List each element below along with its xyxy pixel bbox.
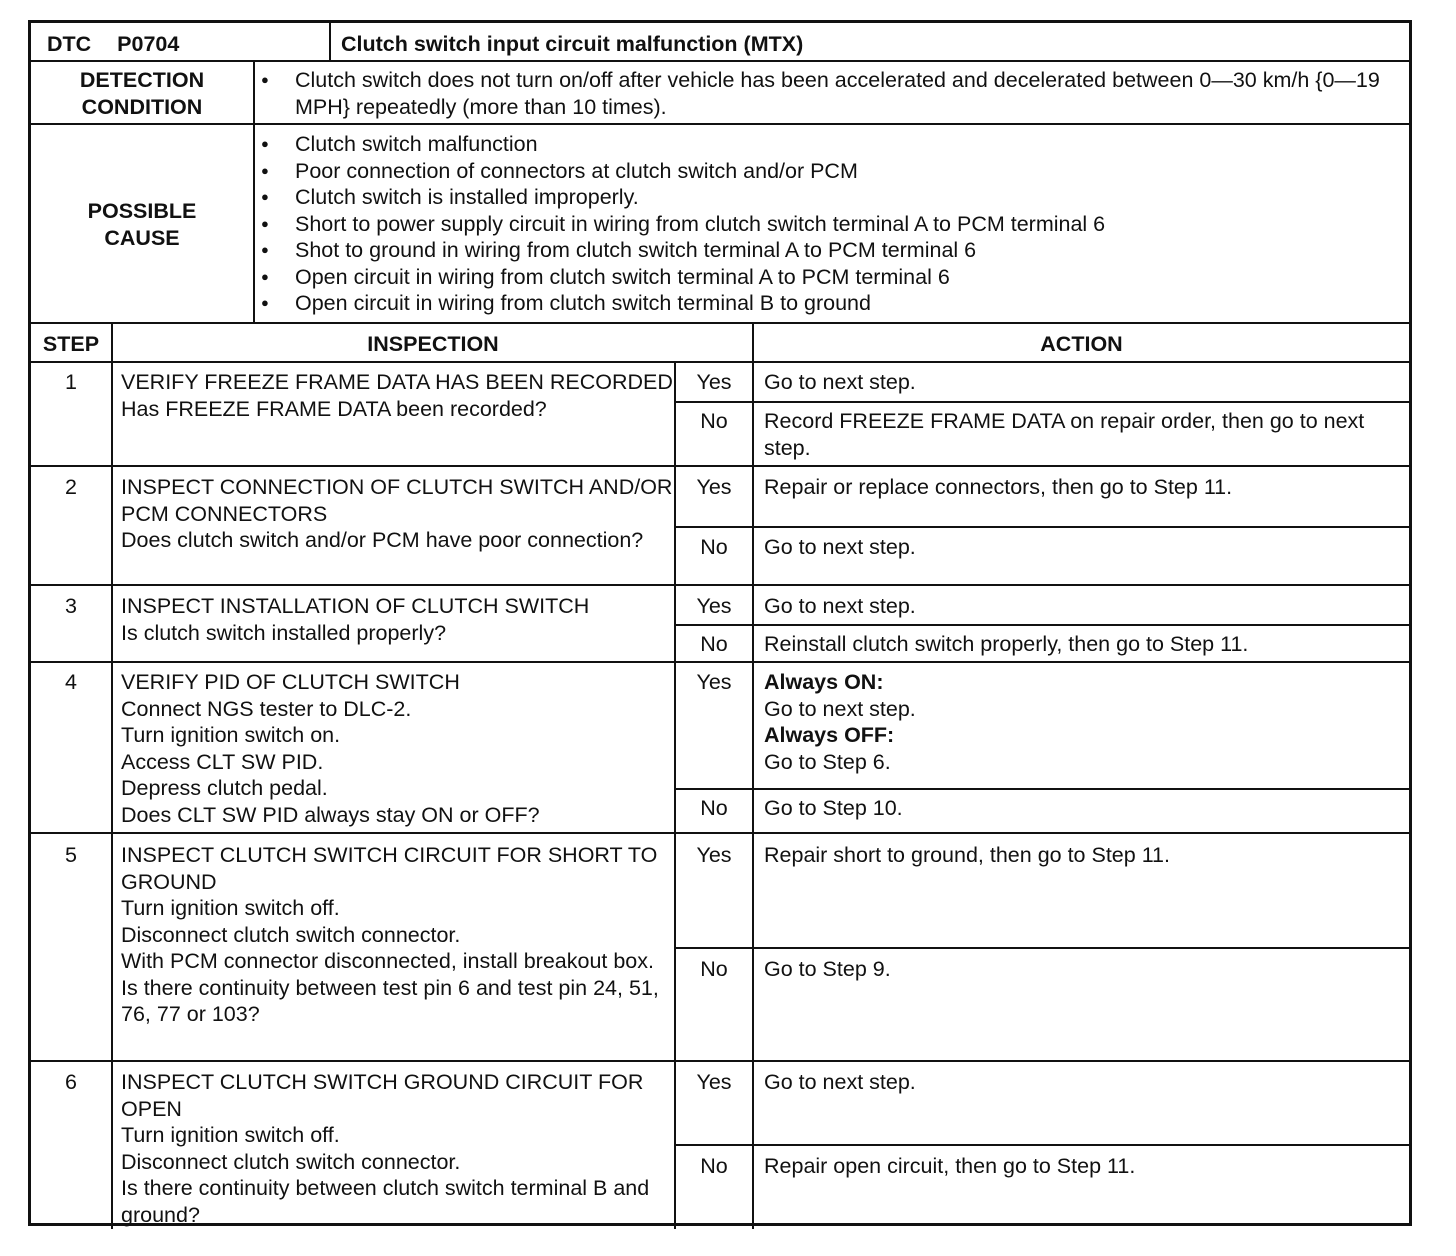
step-row-4	[31, 663, 1409, 834]
yes-action: Go to next step.	[764, 1070, 916, 1094]
step-row-6	[31, 1062, 1409, 1229]
yes-label: Yes	[696, 843, 732, 867]
dtc-table	[28, 20, 1412, 1226]
dtc-title: Clutch switch input circuit malfunction (MTX)	[341, 32, 804, 56]
no-action: Go to Step 10.	[764, 796, 903, 820]
no-action: Repair open circuit, then go to Step 11.	[764, 1154, 1136, 1178]
step-inspection: INSPECT INSTALLATION OF CLUTCH SWITCH Is clutch switch installed properly?	[121, 594, 590, 645]
yes-label: Yes	[696, 1070, 732, 1094]
yes-action: Repair or replace connectors, then go to Step 11.	[764, 475, 1233, 499]
header-row	[31, 23, 1409, 62]
step-row-3	[31, 586, 1409, 663]
no-label: No	[700, 632, 728, 656]
yes-action: Always ON: Go to next step. Always OFF: Go to Step 6.	[754, 663, 1409, 832]
cause-item: ● Open circuit in wiring from clutch switch terminal B to ground	[255, 290, 1399, 317]
detection-row	[31, 62, 1409, 125]
detection-item: ● Clutch switch does not turn on/off after vehicle has been accelerated and decelerated between 0—30 km/h {0—19 MPH} repeatedly (more than 10 times).	[255, 67, 1399, 120]
step-inspection: INSPECT CONNECTION OF CLUTCH SWITCH AND/OR PCM CONNECTORS Does clutch switch and/or PCM have poor connection?	[121, 475, 673, 552]
column-action: ACTION	[1040, 332, 1123, 356]
no-action: Go to Step 9.	[764, 957, 891, 981]
step-row-2	[31, 467, 1409, 586]
step-number: 5	[65, 843, 77, 867]
yes-action: Go to next step.	[764, 370, 916, 394]
no-label: No	[700, 957, 728, 981]
step-number: 2	[65, 475, 77, 499]
no-label: No	[700, 1154, 728, 1178]
step-number: 1	[65, 370, 77, 394]
always-on-label: Always ON:	[764, 670, 884, 694]
dtc-label: DTC	[47, 32, 92, 56]
step-inspection: INSPECT CLUTCH SWITCH GROUND CIRCUIT FOR OPEN Turn ignition switch off. Disconnect clutch switch connector. Is there continuity between clutch switch terminal B and ground?	[121, 1070, 650, 1227]
no-action: Go to next step.	[764, 535, 916, 559]
step-row-5	[31, 834, 1409, 1062]
cause-item: ● Clutch switch malfunction	[255, 131, 1399, 158]
no-label: No	[700, 796, 728, 820]
step-number: 3	[65, 594, 77, 618]
column-step: STEP	[42, 332, 100, 356]
yes-label: Yes	[696, 370, 732, 394]
cause-item: ● Poor connection of connectors at clutch switch and/or PCM	[255, 158, 1399, 185]
no-action: Reinstall clutch switch properly, then go to Step 11.	[764, 632, 1249, 656]
step-row-1	[31, 363, 1409, 467]
possible-cause-list	[255, 125, 1409, 322]
step-number: 4	[65, 670, 77, 694]
yes-label: Yes	[696, 670, 732, 694]
yes-action: Go to next step.	[764, 594, 916, 618]
step-inspection: INSPECT CLUTCH SWITCH CIRCUIT FOR SHORT TO GROUND Turn ignition switch off. Disconnect clutch switch connector. With PCM connector disconnected, install breakout box. Is there continuity between test pin 6 and test pin 24, 51, 76, 77 or 103?	[121, 843, 659, 1026]
step-inspection: VERIFY PID OF CLUTCH SWITCH Connect NGS tester to DLC-2. Turn ignition switch on. Access CLT SW PID. Depress clutch pedal. Does CLT SW PID always stay ON or OFF?	[121, 670, 540, 827]
column-inspection: INSPECTION	[367, 332, 499, 356]
yes-action: Repair short to ground, then go to Step 11.	[764, 843, 1170, 867]
column-header-row	[31, 324, 1409, 363]
cause-item: ● Shot to ground in wiring from clutch switch terminal A to PCM terminal 6	[255, 237, 1399, 264]
cause-item: ● Open circuit in wiring from clutch switch terminal A to PCM terminal 6	[255, 264, 1399, 291]
no-action: Record FREEZE FRAME DATA on repair order, then go to next step.	[764, 409, 1365, 460]
cause-item: ● Clutch switch is installed improperly.	[255, 184, 1399, 211]
step-number: 6	[65, 1070, 77, 1094]
no-label: No	[700, 409, 728, 433]
possible-cause-label: POSSIBLE CAUSE	[87, 199, 197, 250]
dtc-code: P0704	[117, 32, 180, 56]
detection-label: DETECTION CONDITION	[79, 68, 205, 119]
dtc-cell	[31, 23, 329, 60]
possible-cause-row	[31, 125, 1409, 324]
no-label: No	[700, 535, 728, 559]
step-inspection: VERIFY FREEZE FRAME DATA HAS BEEN RECORDED Has FREEZE FRAME DATA been recorded?	[121, 370, 673, 421]
always-off-label: Always OFF:	[764, 723, 895, 747]
detection-text	[255, 62, 1409, 123]
yes-label: Yes	[696, 594, 732, 618]
yes-label: Yes	[696, 475, 732, 499]
cause-item: ● Short to power supply circuit in wiring from clutch switch terminal A to PCM terminal 6	[255, 211, 1399, 238]
